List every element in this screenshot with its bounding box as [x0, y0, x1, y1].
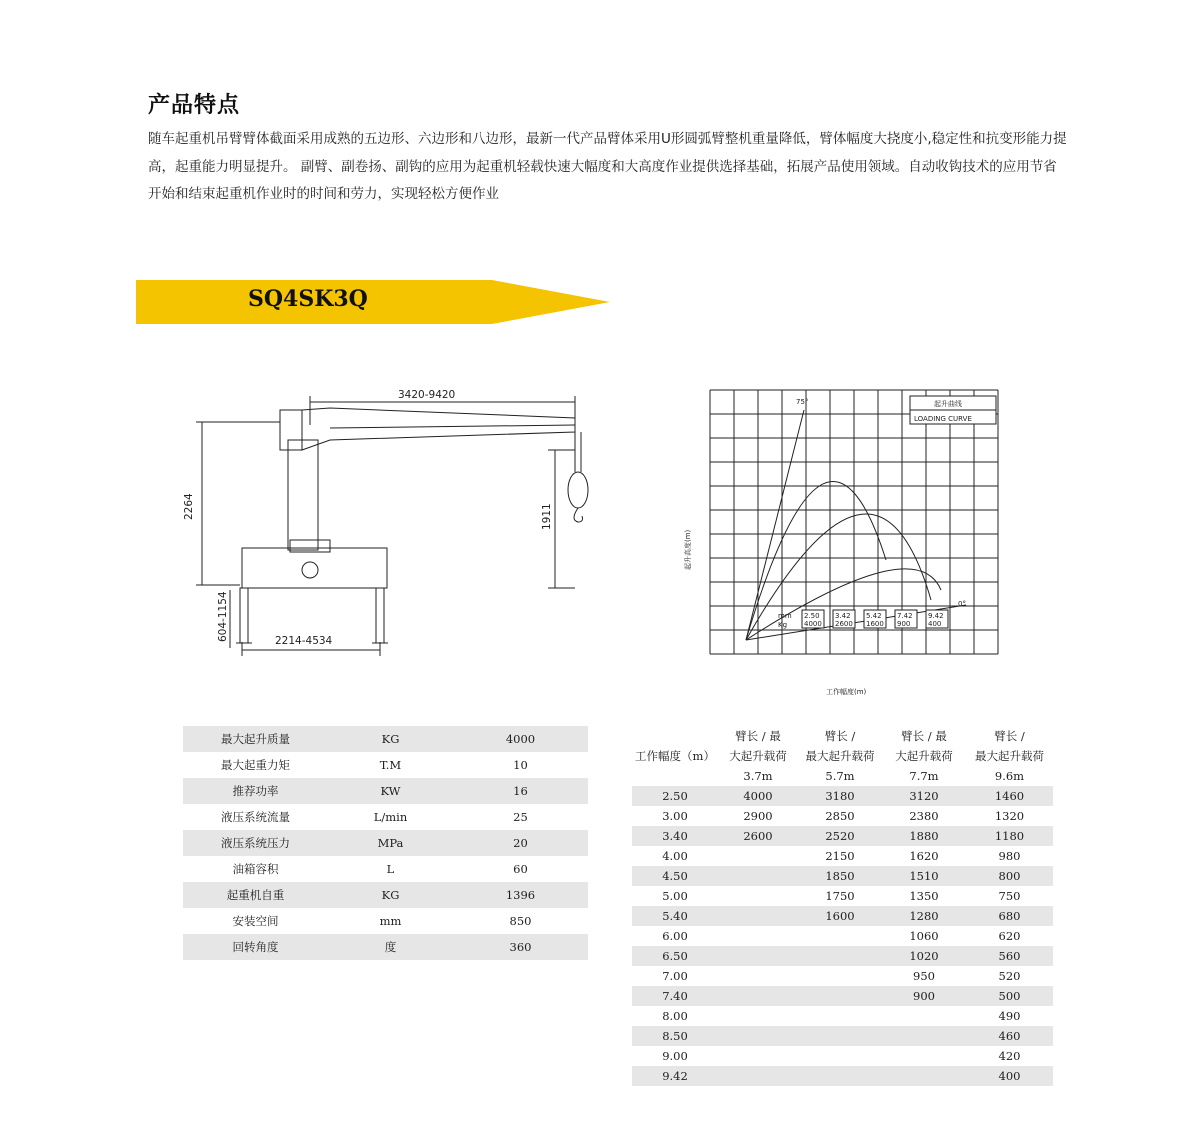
load-cell: 3120 [882, 786, 966, 806]
spec-cell: 10 [513, 758, 528, 772]
load-row [632, 806, 1053, 826]
load-cell [882, 1046, 966, 1066]
load-cell: 1620 [909, 849, 939, 863]
loading-curve-drawing [676, 380, 1006, 700]
spec-cell: 25 [513, 810, 528, 824]
load-cell: 1180 [966, 826, 1053, 846]
load-cell: 8.50 [632, 1026, 718, 1046]
model-banner [132, 272, 612, 332]
spec-cell: KW [328, 778, 453, 804]
spec-cell: mm [379, 914, 402, 928]
curve-box-kg: 4000 [804, 620, 822, 628]
spec-row [183, 726, 588, 752]
load-cell [798, 966, 882, 986]
spec-table [183, 726, 588, 960]
load-cell [798, 1066, 882, 1086]
load-row [632, 946, 1053, 966]
spec-cell: KG [328, 726, 453, 752]
load-cell: 2900 [743, 809, 773, 823]
banner-arrow-shape [132, 272, 612, 332]
crane-drawing-svg [180, 380, 590, 660]
spec-cell: L/min [373, 810, 408, 824]
loading-curve-svg [676, 380, 1006, 700]
load-cell [798, 946, 882, 966]
load-header-line: 臂长 / [824, 729, 856, 743]
spec-cell: 1396 [453, 882, 588, 908]
load-cell [882, 1006, 966, 1026]
load-header-line: 大起升载荷 [729, 749, 787, 763]
spec-cell: 液压系统流量 [221, 810, 290, 824]
load-cell: 1880 [882, 826, 966, 846]
load-cell: 1600 [798, 906, 882, 926]
load-cell: 4.50 [632, 866, 718, 886]
load-cell: 5.40 [632, 906, 718, 926]
spec-row [183, 830, 588, 856]
load-cell: 680 [966, 906, 1053, 926]
load-cell: 3.00 [662, 809, 688, 823]
load-cell: 4.00 [662, 849, 688, 863]
load-cell [718, 986, 798, 1006]
load-row [632, 986, 1053, 1006]
load-cell: 1280 [882, 906, 966, 926]
load-row [632, 926, 1053, 946]
spec-cell: 液压系统压力 [183, 830, 328, 856]
curve-box-mm: 9.42 [928, 612, 944, 620]
spec-cell: 回转角度 [183, 934, 328, 960]
load-cell: 7.40 [632, 986, 718, 1006]
spec-row [183, 934, 588, 960]
load-cell: 620 [998, 929, 1021, 943]
load-row [632, 846, 1053, 866]
curve-box-mm: 7.42 [897, 612, 913, 620]
load-header-arm-length: 7.7m [909, 769, 939, 783]
load-cell: 980 [998, 849, 1021, 863]
spec-cell: 20 [453, 830, 588, 856]
curve-box-mm: 3.42 [835, 612, 851, 620]
model-name: SQ4SK3Q [248, 286, 368, 312]
load-cell [718, 866, 798, 886]
features-text: 随车起重机吊臂臂体截面采用成熟的五边形、六边形和八边形，最新一代产品臂体采用U形圆弧臂整机重量降低，臂体幅度大挠度小,稳定性和抗变形能力提高，起重能力明显提升。 副臂、副卷扬、副钩的应用为起重机轻载快速大幅度和大高度作业提供选择基础，拓展产品使用领域。自动收钩技术的应用节省开始和结束起重机作业时的时间和劳力，实现轻松方便作业 [148, 131, 1067, 202]
spec-cell: 4000 [453, 726, 588, 752]
load-row [632, 966, 1053, 986]
spec-cell: 油箱容积 [232, 862, 279, 876]
load-cell: 1510 [882, 866, 966, 886]
load-cell [798, 926, 882, 946]
load-cell [798, 986, 882, 1006]
spec-cell: L [386, 862, 395, 876]
spec-cell: 推荐功率 [183, 778, 328, 804]
load-cell: 900 [882, 986, 966, 1006]
load-cell [718, 1006, 798, 1026]
load-header-arm-length: 5.7m [825, 769, 855, 783]
spec-cell: 最大起升质量 [183, 726, 328, 752]
spec-cell: 度 [328, 934, 453, 960]
load-cell: 520 [998, 969, 1021, 983]
spec-cell: 850 [509, 914, 532, 928]
load-cell [798, 1026, 882, 1046]
load-cell [718, 946, 798, 966]
spec-cell: 最大起重力矩 [221, 758, 290, 772]
load-cell: 800 [966, 866, 1053, 886]
load-table [632, 726, 1053, 1086]
crane-leg-label: 604-1154 [217, 591, 229, 642]
spec-row [183, 882, 588, 908]
load-header-arm-length: 3.7m [743, 769, 773, 783]
spec-cell: KG [328, 882, 453, 908]
load-cell: 6.50 [632, 946, 718, 966]
spec-row [183, 804, 588, 830]
load-header-line: 臂长 / 最 [901, 729, 947, 743]
load-cell: 1750 [825, 889, 855, 903]
load-cell: 3.40 [632, 826, 718, 846]
load-cell: 1850 [798, 866, 882, 886]
load-cell: 8.00 [662, 1009, 688, 1023]
load-header-line: 最大起升载荷 [805, 749, 875, 763]
load-cell [718, 886, 798, 906]
curve-angle-bottom: 0° [958, 600, 966, 608]
load-cell: 5.00 [662, 889, 688, 903]
load-cell: 750 [998, 889, 1021, 903]
load-row [632, 1046, 1053, 1066]
curve-title-cn: 起升曲线 [934, 400, 962, 408]
spec-row [183, 908, 588, 934]
load-cell [718, 906, 798, 926]
load-cell [718, 926, 798, 946]
load-cell: 2.50 [632, 786, 718, 806]
load-cell: 400 [966, 1066, 1053, 1086]
load-cell: 6.00 [662, 929, 688, 943]
load-cell: 1060 [909, 929, 939, 943]
load-row [632, 886, 1053, 906]
load-header-line: 大起升载荷 [895, 749, 953, 763]
curve-x-label: 工作幅度(m) [826, 688, 867, 696]
load-cell [882, 1026, 966, 1046]
load-cell: 500 [966, 986, 1053, 1006]
spec-cell: 16 [453, 778, 588, 804]
load-header-line: 臂长 / 最 [735, 729, 781, 743]
load-row [632, 786, 1053, 806]
load-row [632, 1066, 1053, 1086]
load-row [632, 1026, 1053, 1046]
spec-cell: 360 [453, 934, 588, 960]
load-row [632, 906, 1053, 926]
crane-reach-label: 3420-9420 [398, 389, 456, 401]
crane-dimension-drawing [180, 380, 590, 660]
crane-hook-height-label: 1911 [541, 503, 553, 530]
load-header-line: 臂长 / [994, 729, 1025, 743]
spec-cell: 60 [513, 862, 528, 876]
load-cell [718, 1066, 798, 1086]
crane-span-label: 2214-4534 [275, 635, 333, 647]
curve-unit-kg: Kg [778, 621, 788, 629]
load-cell [718, 1026, 798, 1046]
load-cell: 2520 [798, 826, 882, 846]
load-cell: 1020 [882, 946, 966, 966]
features-title: 产品特点 [148, 93, 241, 118]
load-cell: 4000 [718, 786, 798, 806]
load-cell: 950 [913, 969, 935, 983]
load-cell: 490 [998, 1009, 1021, 1023]
load-cell: 9.42 [632, 1066, 718, 1086]
load-cell: 2380 [909, 809, 939, 823]
curve-box-kg: 1600 [866, 620, 884, 628]
curve-box-kg: 2600 [835, 620, 853, 628]
load-cell: 2150 [825, 849, 855, 863]
load-cell: 1350 [909, 889, 939, 903]
spec-cell: T.M [379, 758, 402, 772]
spec-row [183, 752, 588, 778]
load-cell [718, 846, 798, 866]
load-cell: 3180 [798, 786, 882, 806]
curve-box-kg: 400 [928, 620, 942, 628]
curve-title-en: LOADING CURVE [914, 415, 972, 423]
spec-cell: 起重机自重 [183, 882, 328, 908]
curve-box-mm: 5.42 [866, 612, 882, 620]
curve-box-mm: 2.50 [804, 612, 820, 620]
load-row [632, 826, 1053, 846]
load-cell: 2600 [718, 826, 798, 846]
load-header-radius: 工作幅度（m） [635, 749, 715, 763]
crane-height-label: 2264 [183, 493, 195, 520]
load-cell: 420 [998, 1049, 1021, 1063]
load-cell [718, 966, 798, 986]
load-cell: 1460 [966, 786, 1053, 806]
load-cell: 9.00 [662, 1049, 688, 1063]
curve-box-kg: 900 [897, 620, 911, 628]
spec-cell: MPa [328, 830, 453, 856]
load-cell [798, 1006, 882, 1026]
spec-row [183, 778, 588, 804]
load-cell [718, 1046, 798, 1066]
load-cell: 7.00 [662, 969, 688, 983]
curve-y-label: 起升高度(m) [684, 529, 692, 570]
load-cell [798, 1046, 882, 1066]
curve-angle-top: 75° [796, 398, 809, 406]
load-cell: 460 [966, 1026, 1053, 1046]
spec-cell: 安装空间 [232, 914, 279, 928]
load-row [632, 866, 1053, 886]
load-row [632, 1006, 1053, 1026]
load-cell: 2850 [825, 809, 855, 823]
load-cell: 560 [966, 946, 1053, 966]
load-cell: 1320 [994, 809, 1025, 823]
spec-row [183, 856, 588, 882]
load-cell [882, 1066, 966, 1086]
load-header-arm-length: 9.6m [994, 769, 1025, 783]
curve-unit-mm: mm [778, 612, 792, 620]
load-header-line: 最大起升载荷 [975, 749, 1044, 763]
